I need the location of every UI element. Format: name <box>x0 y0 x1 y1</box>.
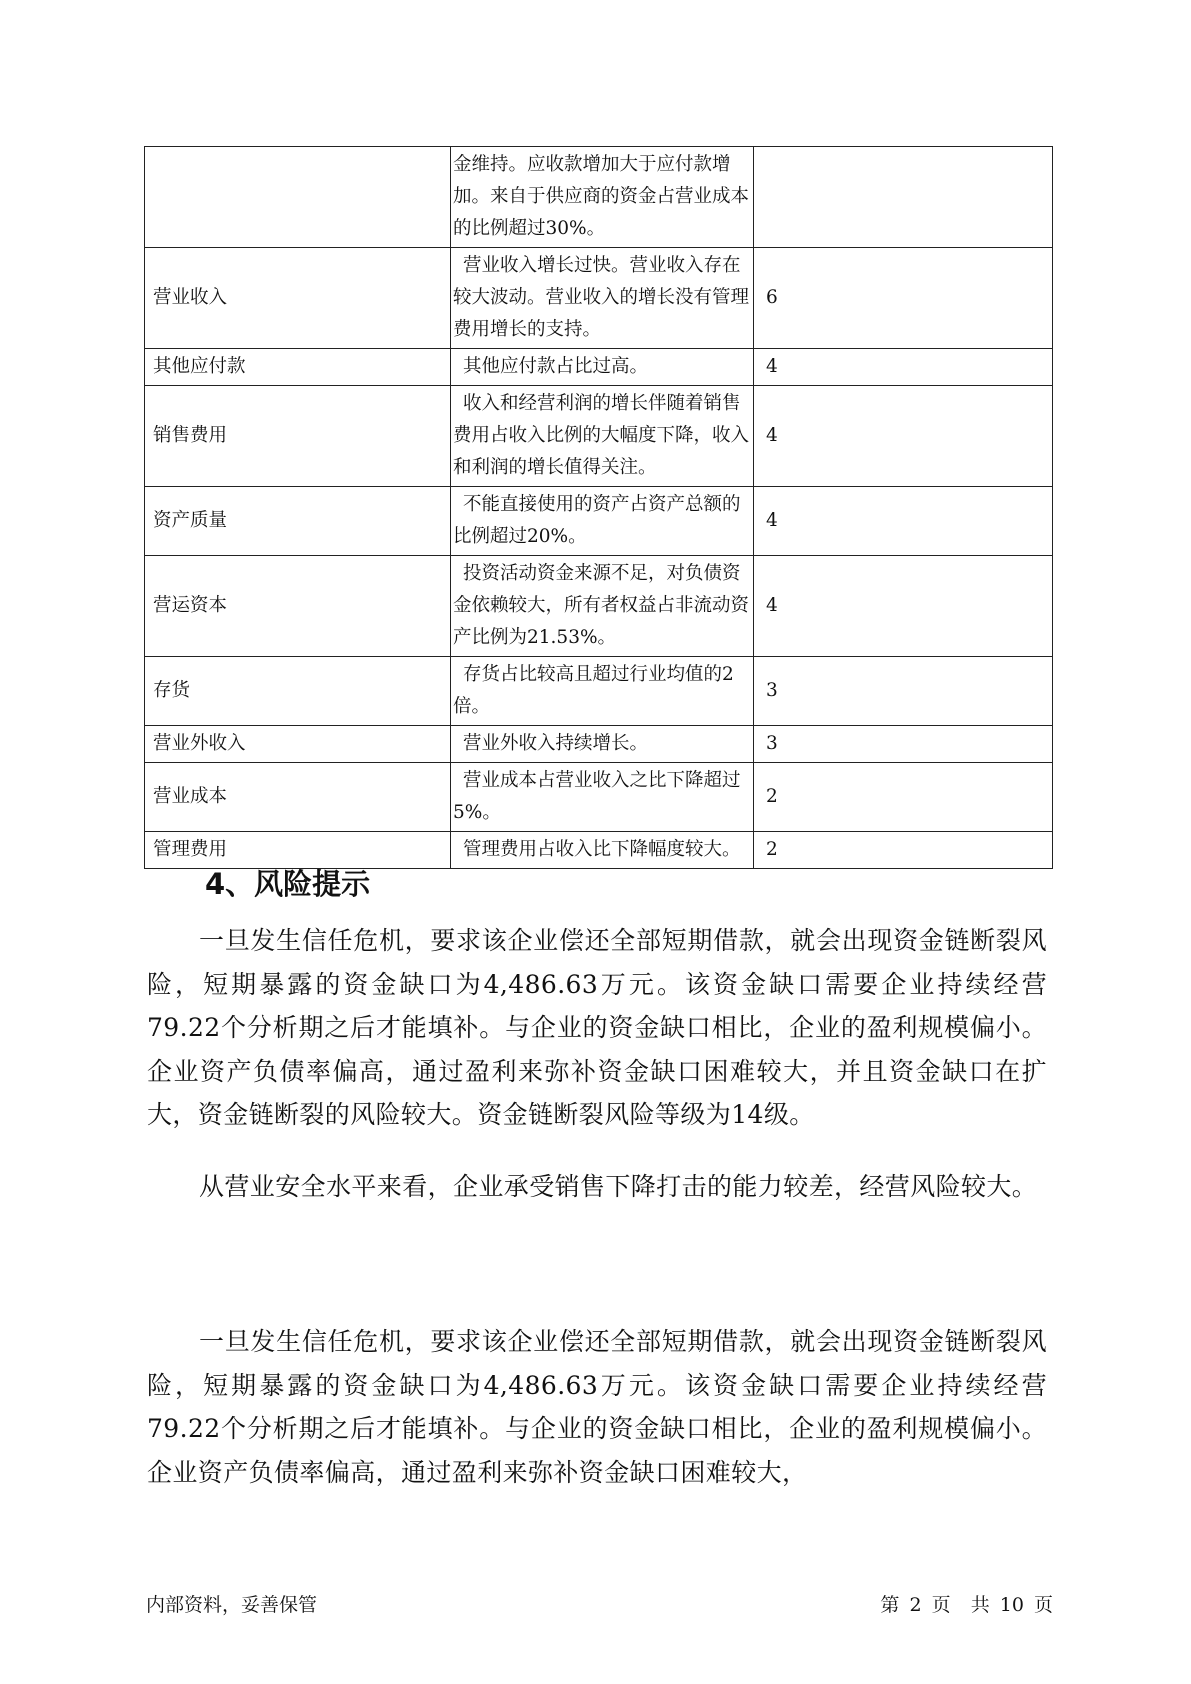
risk-description-cell: 其他应付款占比过高。 <box>451 349 754 386</box>
risk-description-cell: 存货占比较高且超过行业均值的2倍。 <box>451 657 754 726</box>
table-row <box>145 556 1053 657</box>
table-row <box>145 763 1053 832</box>
table-row <box>145 386 1053 487</box>
risk-item-cell: 其他应付款 <box>145 349 451 386</box>
risk-description-cell: 管理费用占收入比下降幅度较大。 <box>451 832 754 869</box>
total-prefix: 共 <box>970 1594 990 1616</box>
risk-score-cell: 4 <box>754 349 1053 386</box>
risk-description-cell: 营业成本占营业收入之比下降超过5%。 <box>451 763 754 832</box>
table-row <box>145 147 1053 248</box>
risk-item-cell: 管理费用 <box>145 832 451 869</box>
risk-score-cell: 3 <box>754 657 1053 726</box>
risk-item-cell: 营运资本 <box>145 556 451 657</box>
risk-description-cell: 金维持。应收款增加大于应付款增加。来自于供应商的资金占营业成本的比例超过30%。 <box>451 147 754 248</box>
body-paragraph: 一旦发生信任危机，要求该企业偿还全部短期借款，就会出现资金链断裂风险，短期暴露的资金缺口为4,486.63万元。该资金缺口需要企业持续经营 79.22个分析期之后才能填补。与企业的资金缺口相比，企业的盈利规模偏小。企业资产负债率偏高，通过盈利来弥补资金缺口困难较大， <box>147 1327 1047 1487</box>
risk-item-cell: 营业成本 <box>145 763 451 832</box>
body-paragraph: 从营业安全水平来看，企业承受销售下降打击的能力较差，经营风险较大。 <box>199 1172 1038 1201</box>
table-row <box>145 349 1053 386</box>
total-suffix: 页 <box>1033 1594 1053 1616</box>
page-unit: 页 <box>931 1594 951 1616</box>
risk-score-cell: 4 <box>754 487 1053 556</box>
risk-item-cell: 营业外收入 <box>145 726 451 763</box>
risk-factor-table <box>144 146 1053 869</box>
risk-description-cell: 不能直接使用的资产占资产总额的比例超过20%。 <box>451 487 754 556</box>
risk-score-cell: 4 <box>754 556 1053 657</box>
table-row <box>145 487 1053 556</box>
table-row <box>145 726 1053 763</box>
page-number: 2 <box>909 1594 922 1616</box>
risk-score-cell: 6 <box>754 248 1053 349</box>
risk-score-cell <box>754 147 1053 248</box>
table-row <box>145 657 1053 726</box>
page-prefix: 第 <box>880 1594 900 1616</box>
risk-score-cell: 4 <box>754 386 1053 487</box>
risk-description-cell: 营业收入增长过快。营业收入存在较大波动。营业收入的增长没有管理费用增长的支持。 <box>451 248 754 349</box>
risk-item-cell: 资产质量 <box>145 487 451 556</box>
section-heading: 4、风险提示 <box>205 867 371 901</box>
risk-item-cell: 存货 <box>145 657 451 726</box>
table-row <box>145 248 1053 349</box>
risk-description-cell: 营业外收入持续增长。 <box>451 726 754 763</box>
risk-item-cell: 营业收入 <box>145 248 451 349</box>
page-indicator <box>876 1590 1053 1617</box>
risk-description-cell: 收入和经营利润的增长伴随着销售费用占收入比例的大幅度下降，收入和利润的增长值得关注。 <box>451 386 754 487</box>
risk-item-cell <box>145 147 451 248</box>
risk-score-cell: 3 <box>754 726 1053 763</box>
body-paragraph: 一旦发生信任危机，要求该企业偿还全部短期借款，就会出现资金链断裂风险，短期暴露的资金缺口为4,486.63万元。该资金缺口需要企业持续经营 79.22个分析期之后才能填补。与企业的资金缺口相比，企业的盈利规模偏小。企业资产负债率偏高，通过盈利来弥补资金缺口困难较大，并且资金缺口在扩大，资金链断裂的风险较大。资金链断裂风险等级为14级。 <box>147 926 1047 1130</box>
risk-score-cell: 2 <box>754 763 1053 832</box>
risk-description-cell: 投资活动资金来源不足，对负债资金依赖较大，所有者权益占非流动资产比例为21.53%。 <box>451 556 754 657</box>
total-pages: 10 <box>999 1594 1024 1616</box>
risk-score-cell: 2 <box>754 832 1053 869</box>
risk-item-cell: 销售费用 <box>145 386 451 487</box>
confidentiality-note: 内部资料，妥善保管 <box>146 1594 318 1616</box>
